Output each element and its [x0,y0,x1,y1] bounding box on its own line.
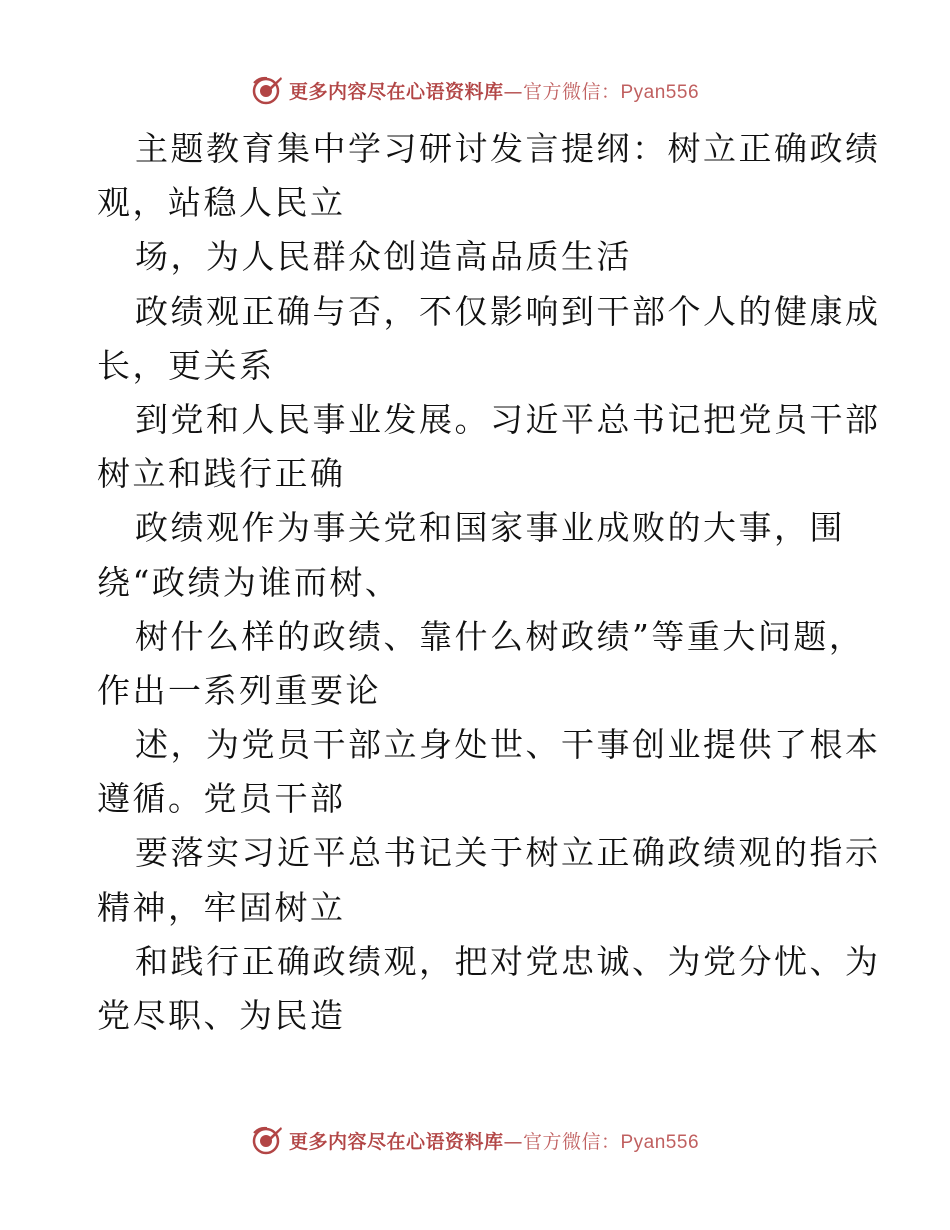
watermark-text [289,77,699,104]
watermark-text [289,1127,699,1154]
text-line: 作出一系列重要论 [97,670,381,710]
watermark-dash: — [503,80,523,103]
pen-logo-icon [251,74,283,106]
watermark-contact-id: Pyan556 [620,1131,700,1153]
text-line: 和践行正确政绩观，把对党忠诚、为党分忧、为 [135,941,881,981]
text-line: 党尽职、为民造 [97,996,346,1035]
text-line: 观，站稳人民立 [97,183,346,223]
text-line: 树立和践行正确 [97,454,346,494]
document-body [97,122,881,1043]
text-line: 遵循。党员干部 [97,779,346,819]
text-line: 述，为党员干部立身处世、干事创业提供了根本 [135,725,881,765]
text-line: 到党和人民事业发展。习近平总书记把党员干部 [135,399,881,439]
text-line: 要落实习近平总书记关于树立正确政绩观的指示 [135,833,881,873]
text-line: 政绩观正确与否，不仅影响到干部个人的健康成 [135,291,881,331]
text-line: 长，更关系 [97,345,275,385]
watermark-contact-id: Pyan556 [620,81,700,103]
pen-logo-icon [251,1124,283,1156]
watermark-contact-label: 官方微信： [522,1130,621,1153]
footer-watermark [0,1120,950,1160]
watermark-dash: — [503,1130,523,1153]
text-line: 精神，牢固树立 [97,887,346,927]
text-line: 树什么样的政绩、靠什么树政绩”等重大问题， [135,616,865,656]
header-watermark [0,70,950,110]
watermark-contact-label: 官方微信： [522,80,621,103]
text-line: 主题教育集中学习研讨发言提纲：树立正确政绩 [135,129,881,168]
watermark-highlight: 更多内容尽在心语资料库 [288,80,504,103]
watermark-highlight: 更多内容尽在心语资料库 [288,1130,504,1153]
text-line: 场，为人民群众创造高品质生活 [135,237,632,277]
text-line: 绕“政绩为谁而树、 [97,562,401,602]
text-line: 政绩观作为事关党和国家事业成败的大事，围 [135,508,845,548]
